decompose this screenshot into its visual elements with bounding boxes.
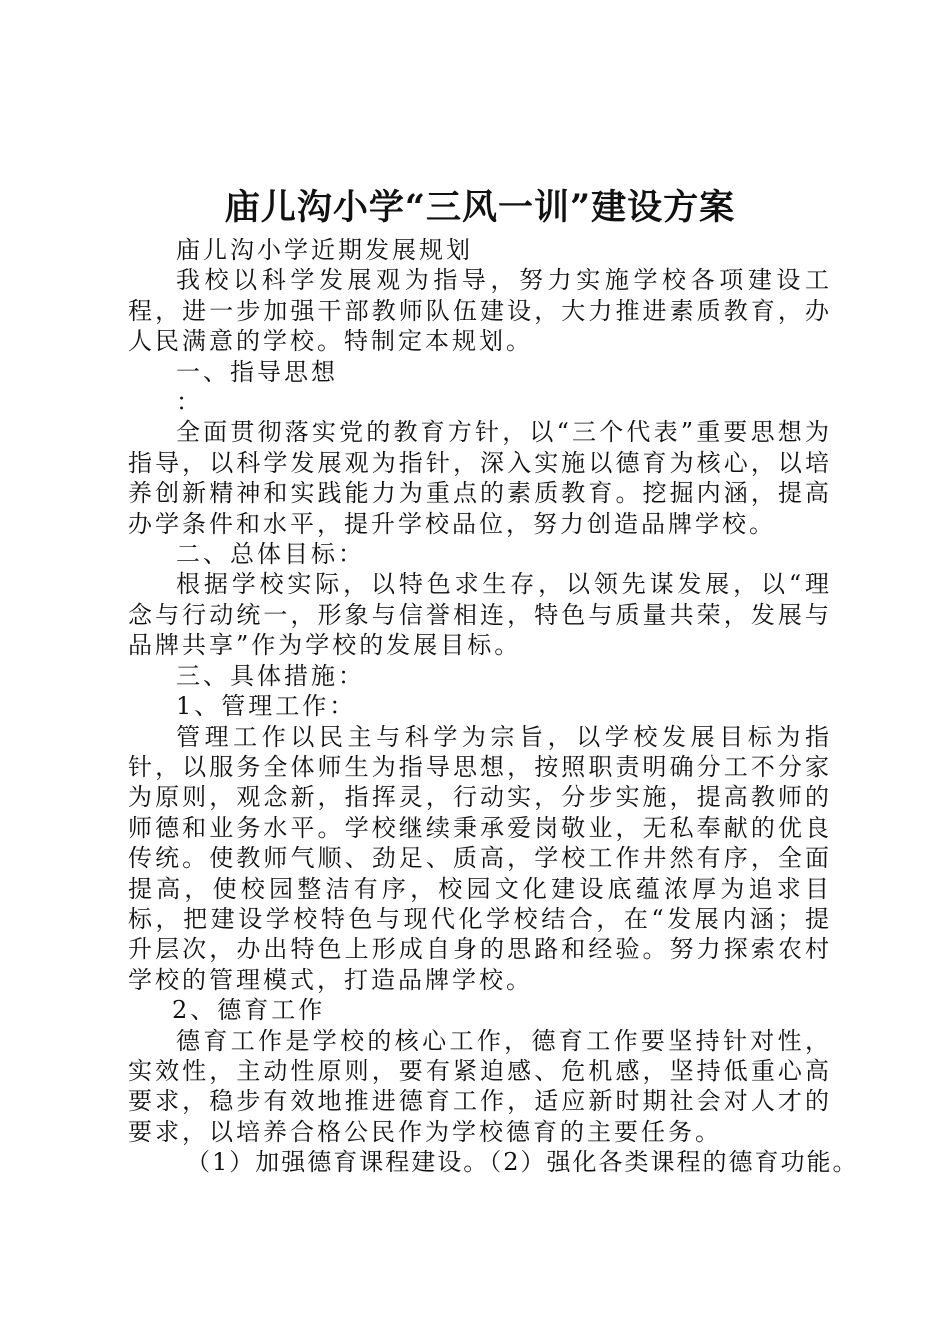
heading-measures: 三、具体措施： — [176, 661, 365, 690]
document-title: 庙儿沟小学“三风一训”建设方案 — [224, 187, 736, 228]
heading-overall-goal: 二、总体目标： — [176, 540, 365, 569]
heading-moral-education: 2、德育工作 — [172, 996, 326, 1025]
paragraph-moral-education: 德育工作是学校的核心工作，德育工作要坚持针对性，实效性，主动性原则，要有紧迫感、危机感，坚持低重心高要求，稳步有效地推进德育工作，适应新时期社会对人才的要求，以培养合格公民作为学校德育的主要任务。 — [128, 1026, 832, 1146]
paragraph-subtitle: 庙儿沟小学近期发展规划 — [176, 236, 473, 264]
paragraph-overall-goal: 根据学校实际，以特色求生存，以领先谋发展，以“理念与行动统一，形象与信誉相连，特色与质量共荣，发展与品牌共享”作为学校的发展目标。 — [128, 570, 832, 660]
document-page — [128, 183, 859, 1178]
paragraph-intro: 我校以科学发展观为指导，努力实施学校各项建设工程，进一步加强干部教师队伍建设，大力推进素质教育，办人民满意的学校。特制定本规划。 — [128, 266, 832, 356]
heading-management: 1、管理工作： — [176, 692, 357, 721]
paragraph-guiding-thought: 全面贯彻落实党的教育方针，以“三个代表”重要思想为指导，以科学发展观为指针，深入实施以德育为核心，以培养创新精神和实践能力为重点的素质教育。挖掘内涵，提高办学条件和水平，提升学校品位，努力创造品牌学校。 — [128, 418, 832, 538]
paragraph-colon: ： — [176, 388, 203, 417]
paragraph-management: 管理工作以民主与科学为宗旨，以学校发展目标为指针，以服务全体师生为指导思想，按照职责明确分工不分家为原则，观念新，指挥灵，行动实，分步实施，提高教师的师德和业务水平。学校继续秉承爱岗敬业，无私奉献的优良传统。使教师气顺、劲足、质高，学校工作井然有序，全面提高，使校园整洁有序，校园文化建设底蕴浓厚为追求目标，把建设学校特色与现代化学校结合，在“发展内涵；提升层次，办出特色上形成自身的思路和经验。努力探索农村学校的管理模式，打造品牌学校。 — [128, 722, 832, 994]
paragraph-moral-items: （1）加强德育课程建设。（2）强化各类课程的德育功能。 — [186, 1148, 859, 1177]
heading-guiding-thought: 一、指导思想 — [176, 357, 338, 386]
